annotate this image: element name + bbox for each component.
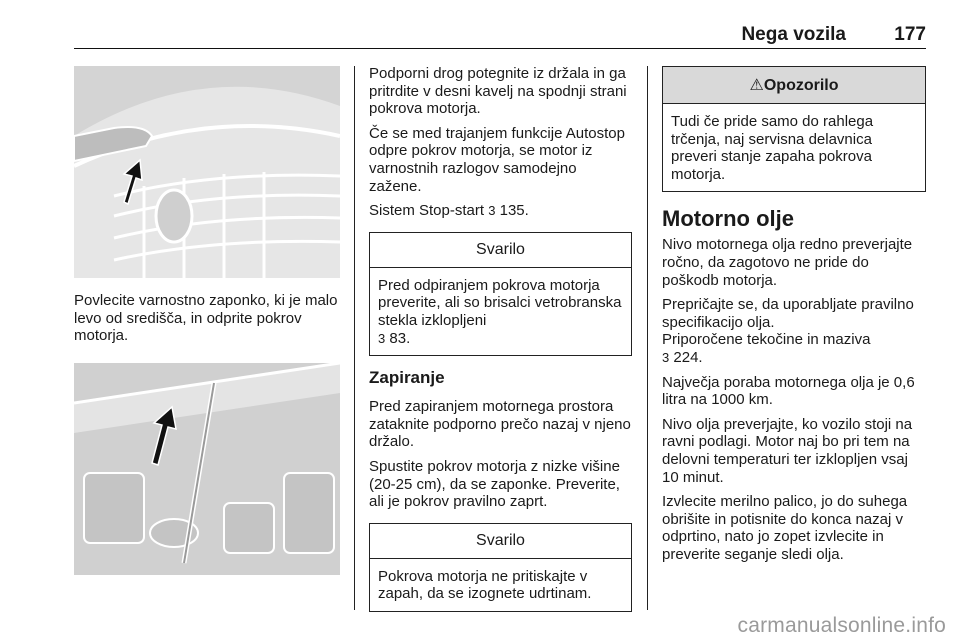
caution-title: Svarilo bbox=[370, 524, 631, 559]
header-title: Nega vozila bbox=[741, 24, 846, 45]
page-number: 177 bbox=[894, 24, 926, 45]
paragraph: Največja poraba motornega olja je 0,6 litra na 1000 km. bbox=[662, 373, 915, 409]
column-divider-1 bbox=[354, 66, 355, 610]
caution-body: Pokrova motorja ne pritiskajte v zapah, da se izognete udrtinam. bbox=[378, 567, 592, 603]
column-2 bbox=[369, 66, 632, 618]
column-divider-2 bbox=[647, 66, 648, 610]
caution-box bbox=[369, 523, 632, 612]
paragraph: Spustite pokrov motorja z nizke višine (20-25 cm), da se zaponke. Preverite, ali je pokrov pravilno zaprt. bbox=[369, 457, 620, 511]
paragraph: Podporni drog potegnite iz držala in ga pritrdite v desni kavelj na spodnji strani pokrova motorja. bbox=[369, 65, 627, 118]
watermark: carmanualsonline.info bbox=[737, 614, 946, 637]
paragraph: Pred zapiranjem motornega prostora zataknite podporno prečo nazaj v njeno držalo. bbox=[369, 398, 631, 451]
caption-text: Povlecite varnostno zaponko, ki je malo levo od središča, in odprite pokrov motorja. bbox=[74, 292, 338, 345]
page-reference-icon: 3 bbox=[662, 349, 670, 365]
paragraph-reference bbox=[369, 202, 632, 220]
reference-text: Sistem Stop-start bbox=[369, 202, 485, 220]
column-1 bbox=[74, 66, 340, 575]
paragraph: Če se med trajanjem funkcije Autostop odpre pokrov motorja, se motor iz varnostnih razlogov samodejno zažene. bbox=[369, 124, 625, 195]
page-reference-icon: 3 bbox=[488, 203, 496, 219]
paragraph: Nivo olja preverjajte, ko vozilo stoji na ravni podlagi. Motor naj bo pri tem na delovni temperaturi ter izklopljen vsaj 10 minut. bbox=[662, 415, 913, 486]
page-header bbox=[74, 24, 926, 49]
warning-triangle-icon: ⚠ bbox=[749, 77, 764, 94]
caution-box bbox=[369, 232, 632, 356]
warning-title: ⚠Opozorilo bbox=[663, 67, 925, 104]
column-3 bbox=[662, 66, 926, 570]
reference-page: 135. bbox=[499, 202, 529, 220]
page-reference-icon: 3 bbox=[378, 330, 386, 346]
hood-prop-rod-illustration bbox=[74, 363, 340, 575]
caution-body: Pred odpiranjem pokrova motorja preverite, ali so brisalci vetrobranska stekla izklopljeni 3 83. bbox=[378, 276, 622, 347]
warning-body: Tudi če pride samo do rahlega trčenja, naj servisna delavnica preveri stanje zapaha pokrova motorja. bbox=[671, 113, 874, 183]
caution-title: Svarilo bbox=[370, 233, 631, 268]
warning-box bbox=[662, 66, 926, 192]
hood-latch-illustration bbox=[74, 66, 340, 278]
section-heading: Motorno olje bbox=[662, 206, 794, 232]
paragraph: Izvlecite merilno palico, jo do suhega obrišite in potisnite do konca nazaj v odprtino, nato jo zopet izvlecite in preverite seganje sledi olja. bbox=[662, 493, 908, 563]
paragraph: Prepričajte se, da uporabljate pravilno specifikacijo olja. Priporočene tekočine in maziva 3 224. bbox=[662, 296, 914, 366]
paragraph: Nivo motornega olja redno preverjajte ročno, da zagotovo ne pride do poškodb motorja. bbox=[662, 236, 913, 289]
section-heading: Zapiranje bbox=[369, 368, 445, 388]
